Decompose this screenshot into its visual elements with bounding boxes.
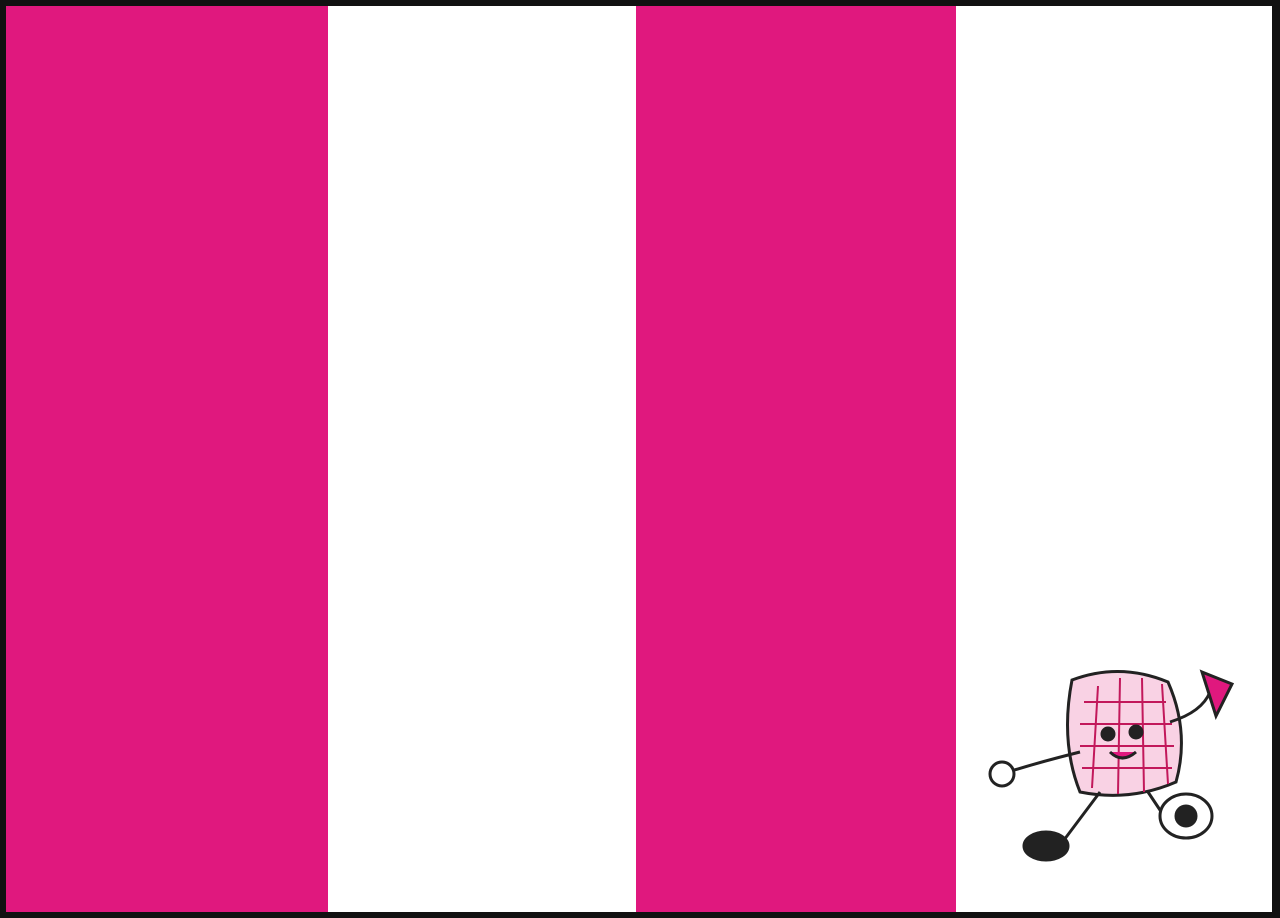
panel-chicken bbox=[636, 6, 956, 912]
panel-shawarma bbox=[6, 6, 328, 912]
menu-flyer bbox=[6, 6, 1272, 912]
panel-mixes bbox=[328, 6, 636, 912]
waffle-mascot-icon bbox=[980, 642, 1260, 882]
panel-meat-veggie bbox=[956, 6, 1272, 912]
